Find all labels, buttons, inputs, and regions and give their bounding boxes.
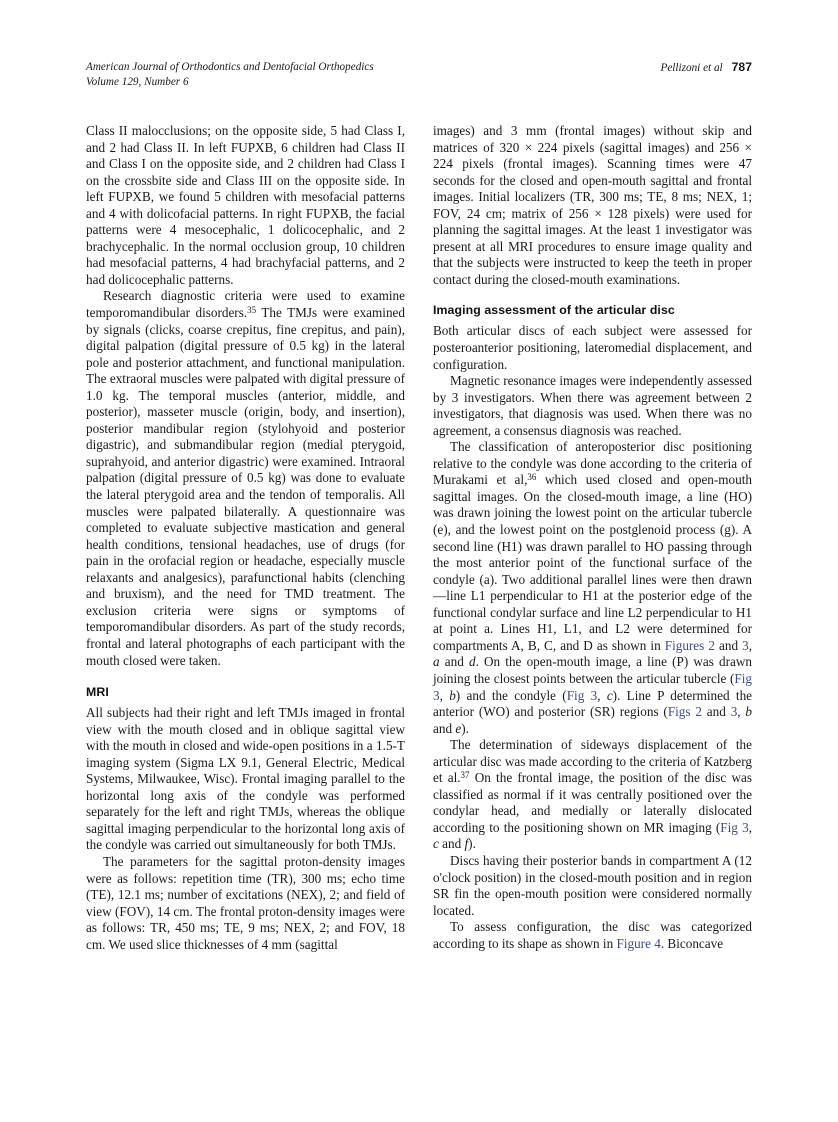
paragraph: The parameters for the sagittal proton-density images were as follows: repetition time (TR), 300 ms; echo time (TE), 12.1 ms; number of excitations (NEX), 2; and field of view (FOV), 14 cm. The frontal proton-density images were as follows: TR, 450 ms; TE, 9 ms; NEX, 2; and FOV, 18 cm. We used slice thicknesses of 4 mm (sagittal	[86, 853, 405, 952]
journal-name: American Journal of Orthodontics and Dentofacial Orthopedics	[86, 61, 374, 73]
paragraph-text: ) and the condyle (	[455, 687, 567, 703]
journal-title-block	[86, 60, 374, 91]
paragraph-text: ,	[737, 704, 746, 720]
paragraph: images) and 3 mm (frontal images) without skip and matrices of 320 × 224 pixels (sagittal images) and 256 × 224 pixels (frontal images). Scanning times were 47 seconds for the closed and open-mouth sagittal and frontal images. Initial localizers (TR, 300 ms; TE, 8 ms; NEX, 1; FOV, 24 cm; matrix of 256 × 128 pixels) were used for planning the sagittal images. At the least 1 investigator was present at all MRI procedures to ensure image quality and that the subjects were instructed to keep the teeth in proper contact during the closed-mouth examinations.	[433, 123, 752, 287]
paragraph	[433, 919, 752, 952]
paragraph-text: ).	[461, 720, 469, 736]
paragraph-text: The TMJs were examined by signals (clicks, coarse crepitus, fine crepitus, and pain), digital palpation (digital pressure of 0.5 kg) in the lateral pole and posterior attachment, and functional manipulation. The extraoral muscles were palpated with digital pressure of 1.0 kg. The temporal muscles (anterior, middle, and posterior), masseter muscle (origin, body, and insertion), posterior mandibular region (stylohyoid and posterior digastric), and submandibular region (medial pterygoid, suprahyoid, and anterior digastric) were examined. Intraoral palpation (digital pressure of 0.5 kg) was done to evaluate the lateral pterygoid area and the tendon of temporalis. All muscles were palpated bilaterally. A questionnaire was completed to evaluate subjective mastication and general health conditions, tensional headaches, use of drugs (for pain in the orofacial region or headache, especially muscle relaxants and analgesics), parafunctional habits (clenching and bruxism), and the need for TMD treatment. The exclusion criteria were signs or symptoms of temporomandibular disorders. As part of the study records, frontal and lateral photographs of each participant with the mouth closed were taken.	[86, 305, 405, 668]
reference-marker: 37	[460, 770, 470, 781]
body-columns	[86, 123, 752, 953]
figure-panel-label: c	[606, 687, 613, 703]
paragraph: Both articular discs of each subject were assessed for posteroanterior positioning, lateromedial displacement, and configuration.	[433, 323, 752, 372]
figure-cross-reference[interactable]: Fig 3	[433, 670, 752, 703]
paragraph-text: . On the open-mouth image, a line (P) was drawn joining the closest points between the articular tubercle (	[433, 654, 753, 686]
paragraph	[433, 439, 752, 737]
paragraph-text: and	[438, 836, 465, 852]
page-number: 787	[731, 60, 752, 74]
paragraph-text: Research diagnostic criteria were used to examine temporomandibular disorders.	[86, 288, 405, 321]
figure-cross-reference[interactable]: Figure 4	[616, 935, 661, 951]
paragraph-text: and	[439, 654, 469, 670]
running-head-right	[661, 60, 753, 76]
paragraph-text: and	[714, 637, 743, 653]
paragraph	[86, 288, 405, 669]
paragraph-text: ,	[748, 819, 753, 835]
paragraph: Magnetic resonance images were independently assessed by 3 investigators. When there was agreement between 2 investigators, that diagnosis was used. When there was no agreement, a consensus diagnosis was reached.	[433, 373, 752, 438]
paragraph: All subjects had their right and left TMJs imaged in frontal view with the mouth closed and in oblique sagittal view with the mouth in closed and wide-open positions in a 1.5-T imaging system (Sigma LX 9.1, General Electric, Medical Systems, Milwaukee, Wisc). Frontal imaging parallel to the horizontal long axis of the condyle was performed separately for the left and right TMJs, whereas the oblique sagittal imaging perpendicular to the horizontal long axis of the condyle was carried out simultaneously for both TMJs.	[86, 705, 405, 853]
paragraph	[433, 737, 752, 853]
paragraph-text: ). Line P determined the anterior (WO) and posterior (SR) regions (	[433, 687, 753, 720]
figure-cross-reference[interactable]: Figs 2	[667, 704, 702, 720]
paragraph-text: ,	[748, 637, 752, 653]
reference-marker: 36	[527, 472, 537, 483]
paragraph-text: and	[433, 720, 456, 736]
reference-marker: 35	[247, 305, 257, 316]
paragraph-text: The classification of anteroposterior disc positioning relative to the condyle was done according to the criteria of Murakami et al,	[433, 439, 752, 488]
paragraph-text: which used closed and open-mouth sagittal images. On the closed-mouth image, a line (HO) was drawn joining the lowest point on the articular tubercle (e), and the lowest point on the postglenoid process (g). A second line (H1) was drawn parallel to HO passing through the most anterior point of the functional surface of the condyle (a). Two additional parallel lines were then drawn—line L1 perpendicular to H1 at the posterior edge of the functional condylar surface and line L2 perpendicular to H1 at point a. Lines H1, L1, and L2 were determined for compartments A, B, C, and D as shown in	[433, 472, 752, 653]
figure-panel-label: b	[449, 687, 456, 703]
figure-panel-label: f	[464, 836, 469, 852]
figure-panel-label: a	[433, 654, 440, 670]
paragraph-text: The determination of sideways displacement of the articular disc was made according to the criteria of Katzberg et al.	[433, 737, 752, 786]
paragraph-text: ).	[468, 836, 476, 852]
figure-panel-label: c	[433, 836, 439, 852]
paragraph-text: and	[701, 704, 731, 720]
figure-panel-label: d	[468, 654, 476, 670]
figure-panel-label: b	[745, 704, 753, 720]
paragraph-text: . Biconcave	[660, 935, 724, 951]
figure-panel-label: e	[455, 720, 462, 736]
article-authors: Pellizoni et al	[660, 62, 723, 74]
section-heading-mri: MRI	[86, 685, 109, 700]
paragraph: Discs having their posterior bands in compartment A (12 o'clock position) in the closed-mouth position and in region SR fin the open-mouth position were considered normally located.	[433, 852, 752, 918]
figure-cross-reference[interactable]: Fig 3	[566, 687, 598, 703]
figure-cross-reference[interactable]: Figures 2	[664, 637, 715, 653]
paragraph-text: ,	[597, 687, 607, 703]
figure-cross-reference[interactable]: 3	[730, 704, 738, 720]
section-heading-imaging-assessment: Imaging assessment of the articular disc	[433, 303, 675, 318]
running-head	[86, 60, 752, 91]
journal-volume-issue: Volume 129, Number 6	[86, 76, 189, 89]
paragraph-text: ,	[439, 687, 450, 703]
figure-cross-reference[interactable]: Fig 3	[720, 819, 749, 835]
paragraph-text: To assess configuration, the disc was categorized according to its shape as shown in	[433, 919, 752, 951]
right-column	[433, 123, 752, 953]
left-column	[86, 123, 405, 953]
figure-cross-reference[interactable]: 3	[742, 637, 749, 653]
paragraph-text: On the frontal image, the position of the disc was classified as normal if it was centrally positioned over the condylar head, and medially or laterally dislocated according to the positioning shown on MR imaging (	[433, 770, 752, 835]
paragraph: Class II malocclusions; on the opposite side, 5 had Class I, and 2 had Class II. In left FUPXB, 6 children had Class II and Class I on the opposite side, and 2 children had Class I on the crossbite side and Class III on the opposite side. In left FUPXB, we found 5 children with mesofacial patterns and 4 with dolicofacial patterns. In right FUPXB, the facial patterns were 4 mesocephalic, 1 dolicocephalic, and 2 brachycephalic. In the normal occlusion group, 10 children had mesofacial patterns, 4 had brachyfacial patterns, and 2 had dolicocephalic patterns.	[86, 123, 405, 287]
